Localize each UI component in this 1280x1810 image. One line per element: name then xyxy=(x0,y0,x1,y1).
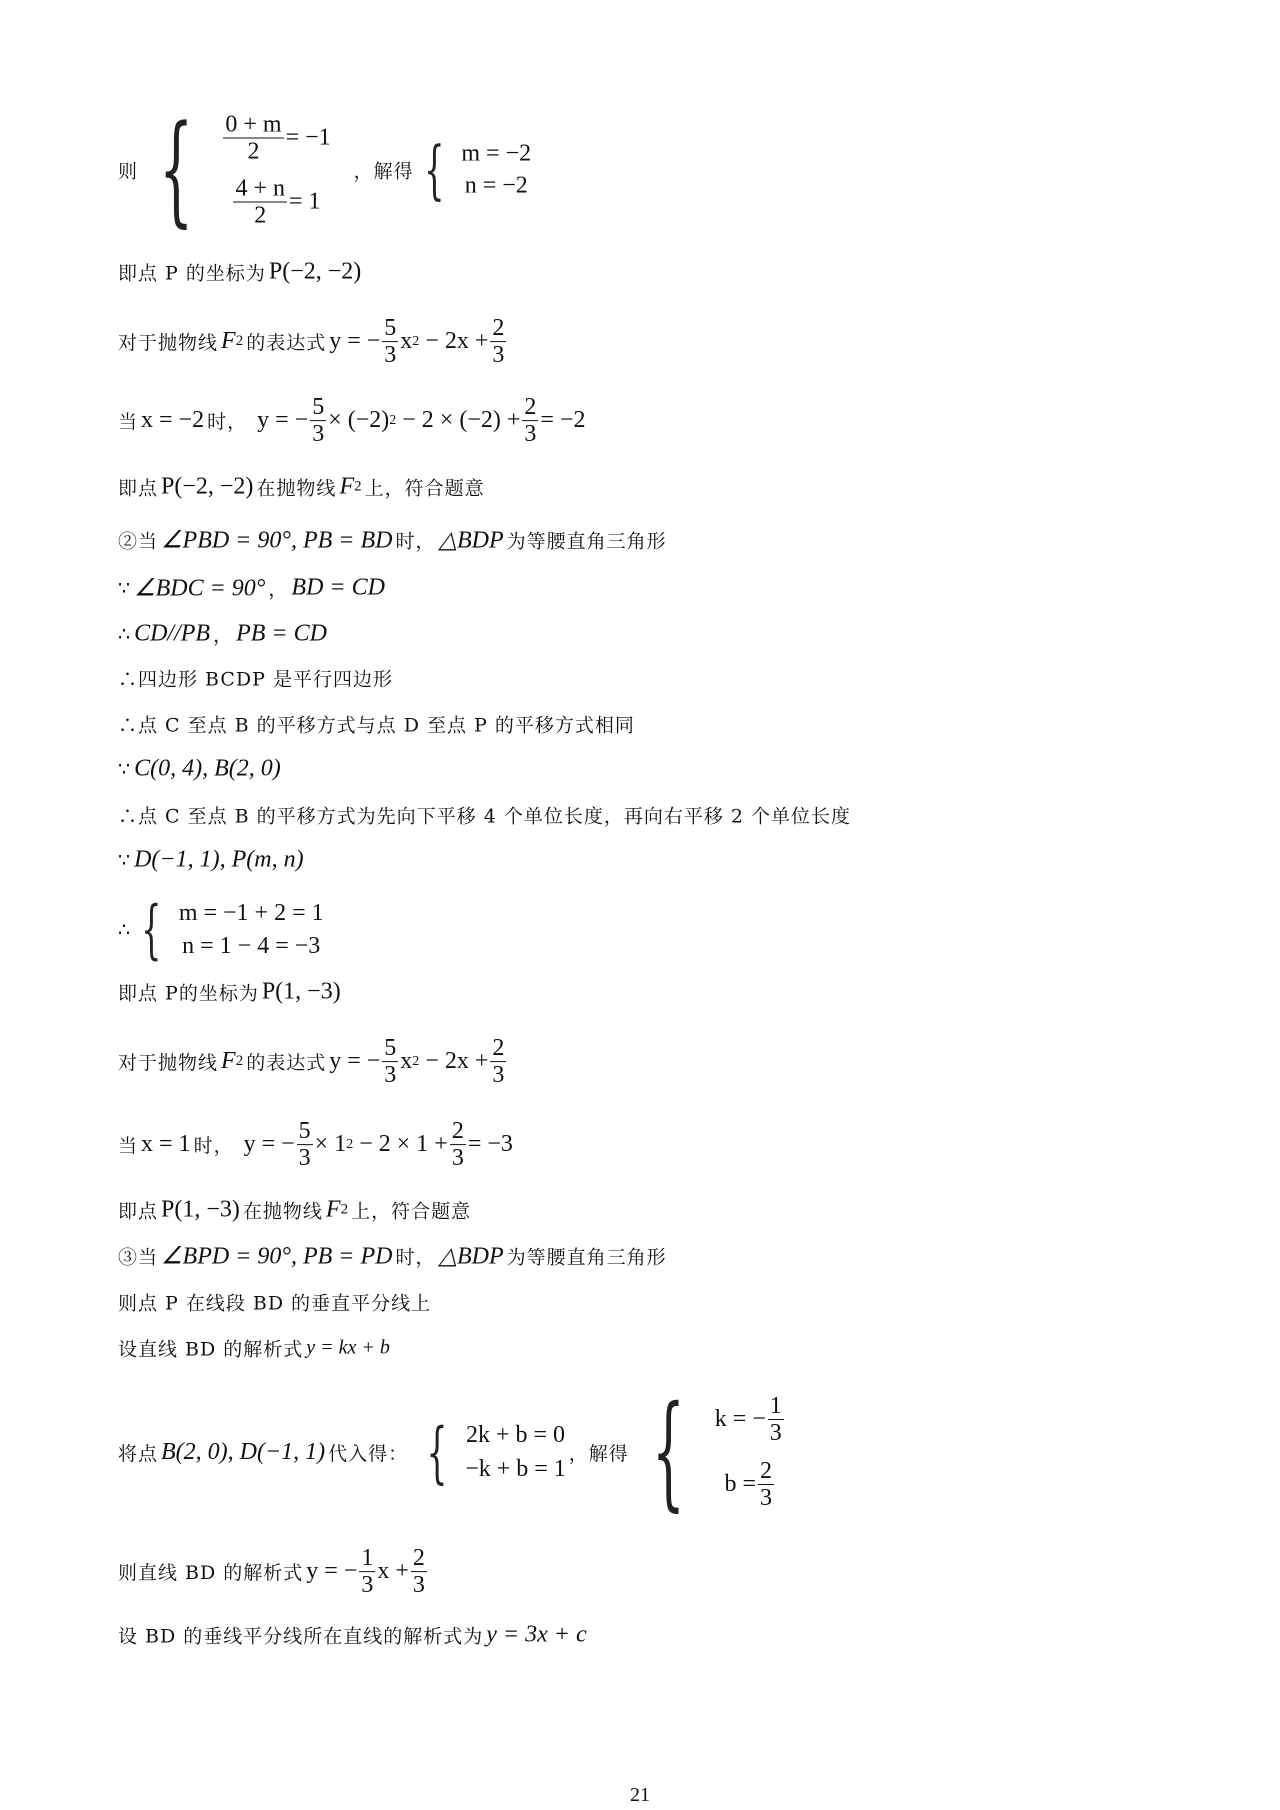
line-points-c-b: ∵ C(0, 4), B(2, 0) xyxy=(118,755,281,782)
line-points-d-p: ∵ D(−1, 1), P(m, n) xyxy=(118,846,304,873)
line-case-2: ②当 ∠PBD = 90°, PB = BD 时， △BDP 为等腰直角三角形 xyxy=(118,527,667,554)
line-case-3: ③当 ∠BPD = 90°, PB = PD 时， △BDP 为等腰直角三角形 xyxy=(118,1243,667,1270)
line-conclusion-2: 即点 P(1, −3) 在抛物线 F 2 上，符合题意 xyxy=(118,1196,472,1223)
line-point-p: 即点 P 的坐标为 P(−2, −2) xyxy=(118,258,362,285)
fraction-numerator: 4 + n xyxy=(235,175,286,202)
line-conclusion-1: 即点 P(−2, −2) 在抛物线 F 2 上，符合题意 xyxy=(118,473,485,500)
line-point-p-2: 即点 P的坐标为 P(1, −3) xyxy=(118,978,341,1005)
line-parabola-expression: 对于抛物线 F 2 的表达式 y = − $\frac{5}{3}$ x 2 − 2x + $\frac{2}{3}$ xyxy=(118,315,511,369)
line-bisector-expression: 设 BD 的垂线平分线所在直线的解析式为 y = 3x + c xyxy=(118,1621,587,1648)
math-expression: y = − $\frac{5}{3}$ × (−2) 2 − 2 × (−2) + $\frac{2}{3}$ = −2 xyxy=(257,394,586,448)
line-substitute-x-neg2: 当 x = −2 时， y = − $\frac{5}{3}$ × (−2) 2 − 2 × (−2) + $\frac{2}{3}$ = −2 xyxy=(118,394,586,448)
left-brace-icon: { xyxy=(159,100,194,240)
math-expression: y = − $\frac{5}{3}$ × 1 2 − 2 × 1 + $\frac{2}{3}$ = −3 xyxy=(243,1118,513,1172)
math-expression: y = − $\frac{5}{3}$ x 2 − 2x + $\frac{2}{3}$ xyxy=(329,1035,505,1089)
line-because-bdc: ∵ ∠BDC = 90° ， BD = CD xyxy=(118,574,385,602)
equation-system: { m = −1 + 2 = 1 n = 1 − 4 = −3 xyxy=(141,893,324,967)
line-substitute-bd: 将点 B(2, 0), D(−1, 1) 代入得： { 2k + b = 0 −k + b = 1 ，解得 { k = − $\frac{1}{3}$ b = $\frac{2}{3}$ xyxy=(118,1380,789,1524)
line-translation-detail: ∴点 C 至点 B 的平移方式为先向下平移 4 个单位长度，再向右平移 2 个单位长度 xyxy=(118,805,851,828)
left-brace-icon: { xyxy=(426,1413,448,1491)
line-bd-expression: 则直线 BD 的解析式 y = − $\frac{1}{3}$ x + $\frac{2}{3}$ xyxy=(118,1545,432,1599)
solution-system: { m = −2 n = −2 xyxy=(423,133,532,207)
left-brace-icon: { xyxy=(423,133,445,207)
page-number: 21 xyxy=(630,1784,650,1806)
line-system-midpoint: 则 { $\frac{0 + m}{2}$ = −1 $\frac{4 + n}{2}$ = 1 ，解得 { m = −2 n = −2 xyxy=(118,101,534,240)
line-substitute-x-1: 当 x = 1 时， y = − $\frac{5}{3}$ × 1 2 − 2 × 1 + $\frac{2}{3}$ = −3 xyxy=(118,1118,513,1172)
line-translation-same: ∴点 C 至点 B 的平移方式与点 D 至点 P 的平移方式相同 xyxy=(118,714,635,737)
left-brace-icon: { xyxy=(141,893,162,967)
math-expression: y = − $\frac{1}{3}$ x + $\frac{2}{3}$ xyxy=(306,1545,425,1599)
line-therefore-cd-pb: ∴ CD//PB ， PB = CD xyxy=(118,620,327,647)
math-expression: y = − $\frac{5}{3}$ x 2 − 2x + $\frac{2}{3}$ xyxy=(329,315,505,369)
equation-system: { $\frac{0 + m}{2}$ = −1 $\frac{4 + n}{2}$ = 1 xyxy=(159,100,331,240)
math-expression: P(−2, −2) xyxy=(268,258,362,285)
fraction-numerator: 0 + m xyxy=(225,111,282,138)
text: 则 xyxy=(118,160,139,183)
line-perpendicular-bisector: 则点 P 在线段 BD 的垂直平分线上 xyxy=(118,1292,432,1315)
solution-system: { k = − $\frac{1}{3}$ b = $\frac{2}{3}$ xyxy=(651,1380,782,1524)
equation-system: { 2k + b = 0 −k + b = 1 xyxy=(426,1413,566,1491)
line-set-bd: 设直线 BD 的解析式 y = kx + b xyxy=(118,1336,390,1361)
left-brace-icon: { xyxy=(651,1380,685,1524)
line-parallelogram: ∴四边形 BCDP 是平行四边形 xyxy=(118,668,393,691)
line-parabola-expression-2: 对于抛物线 F 2 的表达式 y = − $\frac{5}{3}$ x 2 − 2x + $\frac{2}{3}$ xyxy=(118,1035,511,1089)
line-system-mn: ∴ { m = −1 + 2 = 1 n = 1 − 4 = −3 xyxy=(118,893,327,967)
